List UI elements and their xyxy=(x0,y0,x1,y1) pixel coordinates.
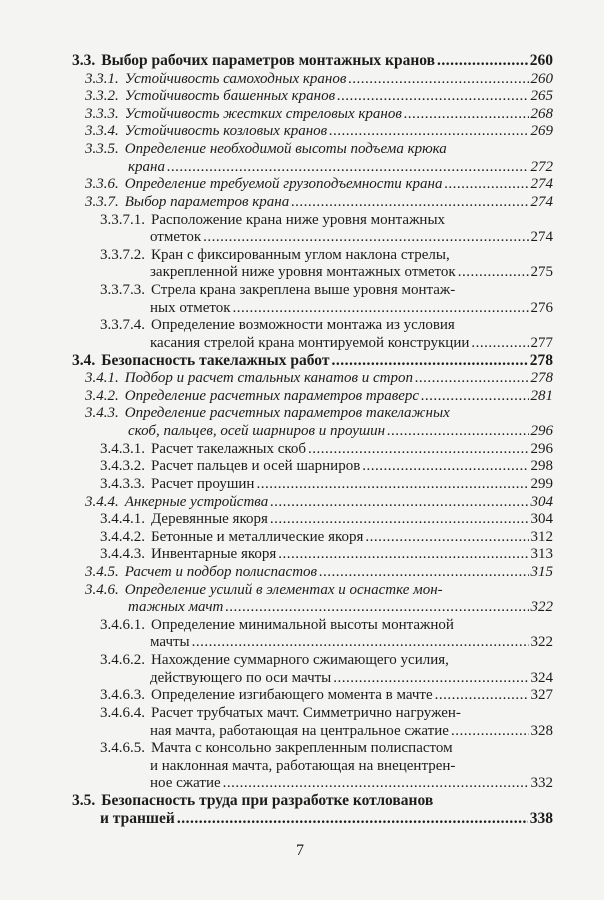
toc-entry-continuation xyxy=(150,722,553,740)
toc-entry-title: мачты xyxy=(150,634,190,651)
toc-entry-title: Расчет и подбор полиспастов xyxy=(124,563,318,580)
toc-entry-number: 3.3.7.1. xyxy=(100,211,145,228)
dot-leader xyxy=(192,633,529,651)
toc-entry-page: 277 xyxy=(530,334,553,351)
toc-entry-continuation xyxy=(150,299,553,317)
dot-leader xyxy=(435,686,529,704)
toc-entry xyxy=(85,175,553,193)
toc-entry-title: тажных мачт xyxy=(128,599,224,616)
toc-entry-page: 276 xyxy=(530,299,553,316)
toc-entry-number: 3.3.5. xyxy=(85,141,119,158)
toc-entry-number: 3.3.2. xyxy=(85,88,119,105)
toc-entry-title: Определение расчетных параметров такелажных xyxy=(124,405,450,422)
toc-entry-number: 3.4.6.4. xyxy=(100,704,145,721)
toc-entry-title: Выбор параметров крана xyxy=(124,193,290,210)
page-number: 7 xyxy=(296,842,304,859)
toc-entry-title: отметок xyxy=(150,229,202,246)
toc-entry-number: 3.4.1. xyxy=(85,370,119,387)
toc-entry-title: ное сжатие xyxy=(150,775,221,792)
dot-leader xyxy=(404,105,529,123)
dot-leader xyxy=(387,422,528,440)
toc-entry-page: 328 xyxy=(530,722,553,739)
toc-entry-number: 3.3.7.2. xyxy=(100,246,145,263)
toc-entry-page: 274 xyxy=(530,229,553,246)
toc-entry-title: Анкерные устройства xyxy=(124,493,269,510)
toc-entry xyxy=(85,105,553,123)
toc-entry-title: Мачта с консольно закрепленным полиспастом xyxy=(151,740,453,757)
toc-entry-page: 281 xyxy=(530,387,553,404)
toc-entry xyxy=(100,510,553,528)
toc-entry-page: 327 xyxy=(530,687,553,704)
dot-leader xyxy=(177,810,528,828)
toc-entry-page: 269 xyxy=(530,123,553,140)
toc-entry-number: 3.4.3. xyxy=(85,405,119,422)
dot-leader xyxy=(451,722,529,740)
dot-leader xyxy=(291,193,528,211)
toc-entry-number: 3.3.7.4. xyxy=(100,317,145,334)
toc-entry xyxy=(100,457,553,475)
toc-entry-title: крана xyxy=(128,158,165,175)
dot-leader xyxy=(333,669,528,687)
toc-entry-number: 3.4.3.2. xyxy=(100,458,145,475)
toc-entry-page: 272 xyxy=(530,158,553,175)
dot-leader xyxy=(331,352,527,370)
toc-entry-title: Определение необходимой высоты подъема крюка xyxy=(124,141,447,158)
toc-entry-continuation xyxy=(128,598,553,616)
dot-leader xyxy=(415,369,529,387)
dot-leader xyxy=(270,493,528,511)
dot-leader xyxy=(421,387,528,405)
dot-leader xyxy=(278,545,528,563)
toc-entry-number: 3.4.4. xyxy=(85,493,119,510)
dot-leader xyxy=(437,52,528,70)
toc-entry xyxy=(72,52,553,70)
toc-entry xyxy=(85,193,553,211)
toc-entry xyxy=(85,563,553,581)
dot-leader xyxy=(348,70,528,88)
toc-entry-page: 332 xyxy=(530,775,553,792)
toc-entry xyxy=(85,369,553,387)
toc-entry-page: 278 xyxy=(530,370,553,387)
toc-entry-title: Определение расчетных параметров траверс xyxy=(124,387,420,404)
toc-entry-number: 3.4.6.5. xyxy=(100,740,145,757)
toc-entry-continuation xyxy=(128,422,553,440)
toc-entry-number: 3.3.4. xyxy=(85,123,119,140)
dot-leader xyxy=(362,457,528,475)
toc-entry-title: ных отметок xyxy=(150,299,231,316)
toc-entry xyxy=(85,581,553,599)
toc-entry-title: Инвентарные якоря xyxy=(151,546,277,563)
toc-entry-page: 304 xyxy=(530,493,553,510)
toc-entry-continuation xyxy=(150,633,553,651)
toc-entry xyxy=(100,686,553,704)
toc-entry-title: Устойчивость башенных кранов xyxy=(124,88,336,105)
toc-entry xyxy=(85,387,553,405)
dot-leader xyxy=(365,528,528,546)
toc-entry xyxy=(100,528,553,546)
toc-entry-number: 3.3.1. xyxy=(85,70,119,87)
toc-entry-page: 322 xyxy=(530,599,553,616)
toc-entry-page: 324 xyxy=(530,669,553,686)
toc-entry-number: 3.4.6.2. xyxy=(100,652,145,669)
toc-entry xyxy=(72,792,553,810)
toc-entry-title: Кран с фиксированным углом наклона стрелы, xyxy=(151,246,450,263)
toc-entry-page: 274 xyxy=(530,176,553,193)
toc-entry-title: действующего по оси мачты xyxy=(150,669,332,686)
toc-entry-page: 304 xyxy=(530,511,553,528)
toc-entry-number: 3.4.3.3. xyxy=(100,475,145,492)
toc-entry-number: 3.3.7. xyxy=(85,193,119,210)
toc-entry-title: Расчет проушин xyxy=(151,475,255,492)
toc-entry xyxy=(100,616,553,634)
toc-entry-number: 3.4.2. xyxy=(85,387,119,404)
toc-entry-title: Определение минимальной высоты монтажной xyxy=(151,616,454,633)
toc-entry-number: 3.4.6.3. xyxy=(100,687,145,704)
dot-leader xyxy=(319,563,528,581)
toc-entry-page: 274 xyxy=(530,193,553,210)
toc-entry xyxy=(100,739,553,757)
toc-entry xyxy=(85,140,553,158)
toc-entry xyxy=(100,475,553,493)
dot-leader xyxy=(203,228,528,246)
dot-leader xyxy=(167,158,529,176)
toc-entry xyxy=(100,545,553,563)
dot-leader xyxy=(270,510,529,528)
toc-entry-page: 260 xyxy=(530,70,553,87)
toc-entry-page: 260 xyxy=(529,52,553,69)
toc-entry-number: 3.5. xyxy=(72,792,96,810)
toc-entry-number: 3.3.6. xyxy=(85,176,119,193)
toc-entry-title: Безопасность такелажных работ xyxy=(101,351,330,369)
toc-entry-number: 3.4.6.1. xyxy=(100,616,145,633)
toc-entry-title: Расчет пальцев и осей шарниров xyxy=(151,458,361,475)
toc-entry-page: 312 xyxy=(530,528,553,545)
toc-entry-title: Устойчивость козловых кранов xyxy=(124,123,328,140)
toc-entry xyxy=(85,87,553,105)
toc-entry-page: 322 xyxy=(530,634,553,651)
toc-entry-number: 3.4.4.2. xyxy=(100,528,145,545)
toc-entry-title: Определение усилий в элементах и оснастке мон- xyxy=(124,581,443,598)
toc-entry-title: Определение требуемой грузоподъемности крана xyxy=(124,176,443,193)
toc-entry xyxy=(85,404,553,422)
toc-entry-page: 268 xyxy=(530,105,553,122)
toc-entry-title: касания стрелой крана монтируемой конструкции xyxy=(150,334,470,351)
toc-entry-title: Нахождение суммарного сжимающего усилия, xyxy=(151,652,449,669)
toc-entry-number: 3.4.3.1. xyxy=(100,440,145,457)
toc-entry-page: 296 xyxy=(530,423,553,440)
dot-leader xyxy=(256,475,528,493)
dot-leader xyxy=(223,774,529,792)
toc-entry-title: скоб, пальцев, осей шарниров и проушин xyxy=(128,423,386,440)
toc-entry-continuation xyxy=(150,228,553,246)
dot-leader xyxy=(308,440,528,458)
toc-entry-title: ная мачта, работающая на центральное сжатие xyxy=(150,722,449,739)
toc-entry xyxy=(100,704,553,722)
toc-entry xyxy=(100,316,553,334)
dot-leader xyxy=(233,299,529,317)
toc-entry-page: 278 xyxy=(529,351,553,369)
toc-entry-page: 298 xyxy=(530,458,553,475)
dot-leader xyxy=(471,334,528,352)
dot-leader xyxy=(329,122,528,140)
toc-entry-page: 296 xyxy=(530,440,553,457)
toc-entry-title: Подбор и расчет стальных канатов и строп xyxy=(124,370,413,387)
toc-entry-page: 315 xyxy=(530,563,553,580)
toc-entry-title: Устойчивость самоходных кранов xyxy=(124,70,347,87)
toc-entry-continuation xyxy=(100,810,553,828)
toc-entry xyxy=(100,211,553,229)
toc-entry-title: и наклонная мачта, работающая на внецентрен- xyxy=(150,757,456,774)
toc-entry-title: Расчет трубчатых мачт. Симметрично нагружен- xyxy=(151,704,461,721)
toc-entry xyxy=(100,246,553,264)
toc-entry-title: Определение возможности монтажа из условия xyxy=(151,317,455,334)
toc-entry-title: и траншей xyxy=(100,809,175,827)
toc-entry xyxy=(100,440,553,458)
toc-entry-title: Устойчивость жестких стреловых кранов xyxy=(124,105,402,122)
toc-entry-number: 3.3.7.3. xyxy=(100,282,145,299)
toc-entry-continuation xyxy=(150,757,553,775)
toc-entry-title: Расчет такелажных скоб xyxy=(151,440,307,457)
dot-leader xyxy=(337,87,528,105)
toc-entry xyxy=(85,122,553,140)
toc-entry xyxy=(72,352,553,370)
dot-leader xyxy=(458,263,529,281)
dot-leader xyxy=(445,175,529,193)
toc-entry-number: 3.4.4.1. xyxy=(100,511,145,528)
toc-entry-page: 313 xyxy=(530,546,553,563)
toc-entry-number: 3.3. xyxy=(72,52,96,69)
toc-entry-page: 265 xyxy=(530,88,553,105)
toc-entry-number: 3.4.5. xyxy=(85,563,119,580)
toc-entry xyxy=(100,281,553,299)
toc-entry-number: 3.4. xyxy=(72,351,96,369)
toc-entry-title: Расположение крана ниже уровня монтажных xyxy=(151,211,446,228)
toc-entry-number: 3.3.3. xyxy=(85,105,119,122)
toc-entry-page: 338 xyxy=(529,809,553,827)
toc-entry-title: Безопасность труда при разработке котлованов xyxy=(101,792,434,810)
toc-entry-continuation xyxy=(128,158,553,176)
toc-entry-number: 3.4.4.3. xyxy=(100,546,145,563)
toc-entry xyxy=(85,70,553,88)
toc-entry-title: Деревянные якоря xyxy=(151,511,268,528)
toc-entry-page: 275 xyxy=(530,264,553,281)
toc-entry-title: Стрела крана закреплена выше уровня монтаж- xyxy=(151,282,456,299)
toc-entry-number: 3.4.6. xyxy=(85,581,119,598)
toc-entry-title: Бетонные и металлические якоря xyxy=(151,528,364,545)
toc-entry-continuation xyxy=(150,774,553,792)
toc-entry-title: Определение изгибающего момента в мачте xyxy=(151,687,433,704)
dot-leader xyxy=(225,598,528,616)
toc-entry-continuation xyxy=(150,263,553,281)
toc-entry-page: 299 xyxy=(530,475,553,492)
toc-entry-title: Выбор рабочих параметров монтажных кранов xyxy=(101,52,436,69)
toc-entry-continuation xyxy=(150,669,553,687)
toc-entry xyxy=(100,651,553,669)
toc-entry xyxy=(85,493,553,511)
toc-entry-continuation xyxy=(150,334,553,352)
toc-entry-title: закрепленной ниже уровня монтажных отметок xyxy=(150,264,456,281)
